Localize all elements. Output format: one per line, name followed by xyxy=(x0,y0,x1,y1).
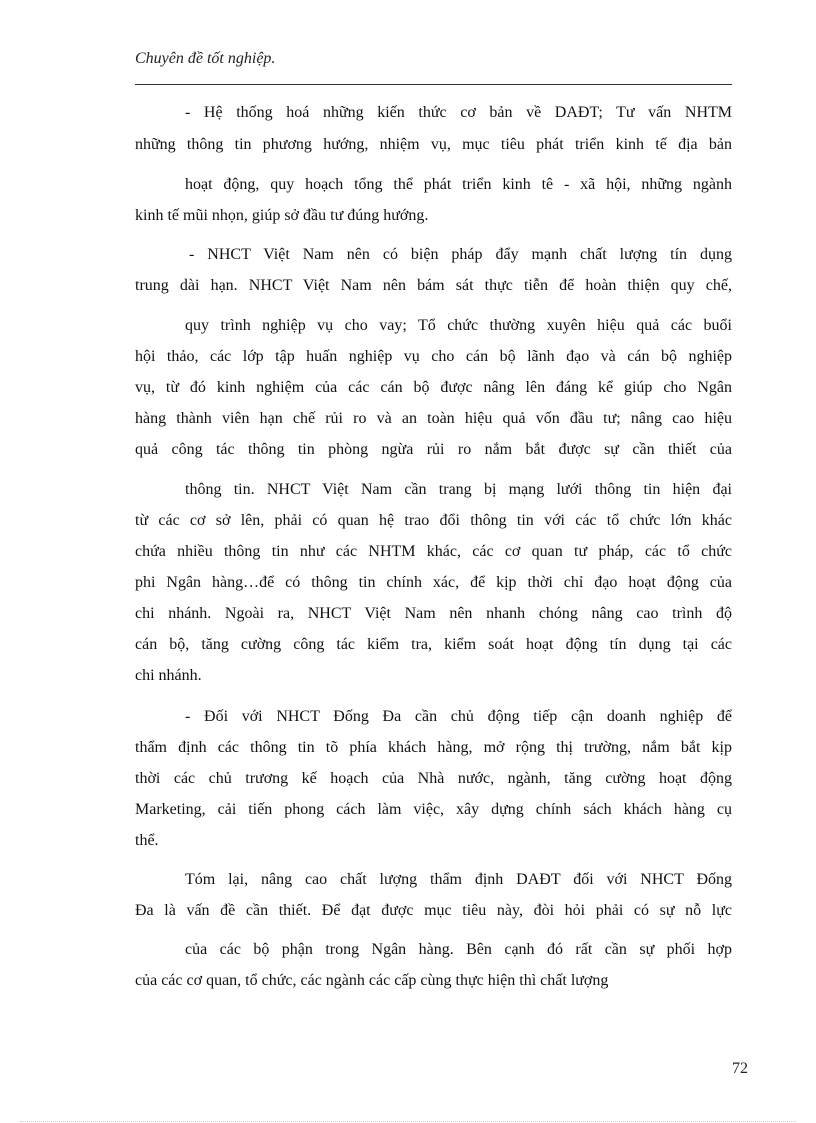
text-line: - Hệ thống hoá những kiến thức cơ bản về DAĐT; Tư vấn NHTM xyxy=(185,104,732,121)
text-line: quả công tác thông tin phòng ngừa rủi ro nắm bắt được sự cần thiết của xyxy=(135,441,732,458)
text-line: chi nhánh. xyxy=(135,667,202,684)
text-line: hội thảo, các lớp tập huấn nghiệp vụ cho cán bộ lãnh đạo và cán bộ nghiệp xyxy=(135,348,732,365)
text-line: chứa nhiều thông tin như các NHTM khác, các cơ quan tư pháp, các tổ chức xyxy=(135,543,732,560)
text-line: thông tin. NHCT Việt Nam cần trang bị mạng lưới thông tin hiện đại xyxy=(185,481,732,498)
text-line: của các bộ phận trong Ngân hàng. Bên cạnh đó rất cần sự phối hợp xyxy=(185,941,732,958)
text-line: kinh tế mũi nhọn, giúp sở đầu tư đúng hướng. xyxy=(135,207,429,224)
text-line: thể. xyxy=(135,832,159,849)
text-line: quy trình nghiệp vụ cho vay; Tổ chức thường xuyên hiệu quả các buổi xyxy=(185,317,732,334)
text-line: Marketing, cải tiến phong cách làm việc, xây dựng chính sách khách hàng cụ xyxy=(135,801,732,818)
text-line: Đa là vấn đề cần thiết. Để đạt được mục tiêu này, đòi hỏi phải có sự nỗ lực xyxy=(135,902,732,919)
header-divider xyxy=(135,84,732,85)
text-line: - NHCT Việt Nam nên có biện pháp đẩy mạnh chất lượng tín dụng xyxy=(189,246,732,263)
text-line: phi Ngân hàng…để có thông tin chính xác, để kịp thời chỉ đạo hoạt động của xyxy=(135,574,732,591)
text-line: chi nhánh. Ngoài ra, NHCT Việt Nam nên nhanh chóng nâng cao trình độ xyxy=(135,605,732,622)
text-line: hàng thành viên hạn chế rủi ro và an toàn hiệu quả vốn đầu tư; nâng cao hiệu xyxy=(135,410,732,427)
page-bottom-border xyxy=(20,1121,796,1122)
text-line: thẩm định các thông tin tõ phía khách hàng, mở rộng thị trường, nắm bắt kịp xyxy=(135,739,732,756)
document-title: Chuyên đề tốt nghiệp. xyxy=(135,50,276,67)
text-line: cán bộ, tăng cường công tác kiểm tra, kiểm soát hoạt động tín dụng tại các xyxy=(135,636,732,653)
text-line: trung dài hạn. NHCT Việt Nam nên bám sát thực tiễn để hoàn thiện quy chế, xyxy=(135,277,732,294)
text-line: vụ, từ đó kinh nghiệm của các cán bộ được nâng lên đáng kể giúp cho Ngân xyxy=(135,379,732,396)
text-line: những thông tin phương hướng, nhiệm vụ, mục tiêu phát triển kinh tế địa bản xyxy=(135,136,732,153)
text-line: của các cơ quan, tổ chức, các ngành các cấp cùng thực hiện thì chất lượng xyxy=(135,972,609,989)
text-line: Tóm lại, nâng cao chất lượng thẩm định DAĐT đối với NHCT Đống xyxy=(185,871,732,888)
text-line: từ các cơ sở lên, phải có quan hệ trao đổi thông tin với các tổ chức lớn khác xyxy=(135,512,732,529)
text-line: thời các chủ trương kế hoạch của Nhà nước, ngành, tăng cường hoạt động xyxy=(135,770,732,787)
text-line: hoạt động, quy hoạch tổng thể phát triển kinh tê - xã hội, những ngành xyxy=(185,176,732,193)
page-number: 72 xyxy=(732,1060,748,1077)
text-line: - Đối với NHCT Đống Đa cần chủ động tiếp cận doanh nghiệp để xyxy=(185,708,732,725)
